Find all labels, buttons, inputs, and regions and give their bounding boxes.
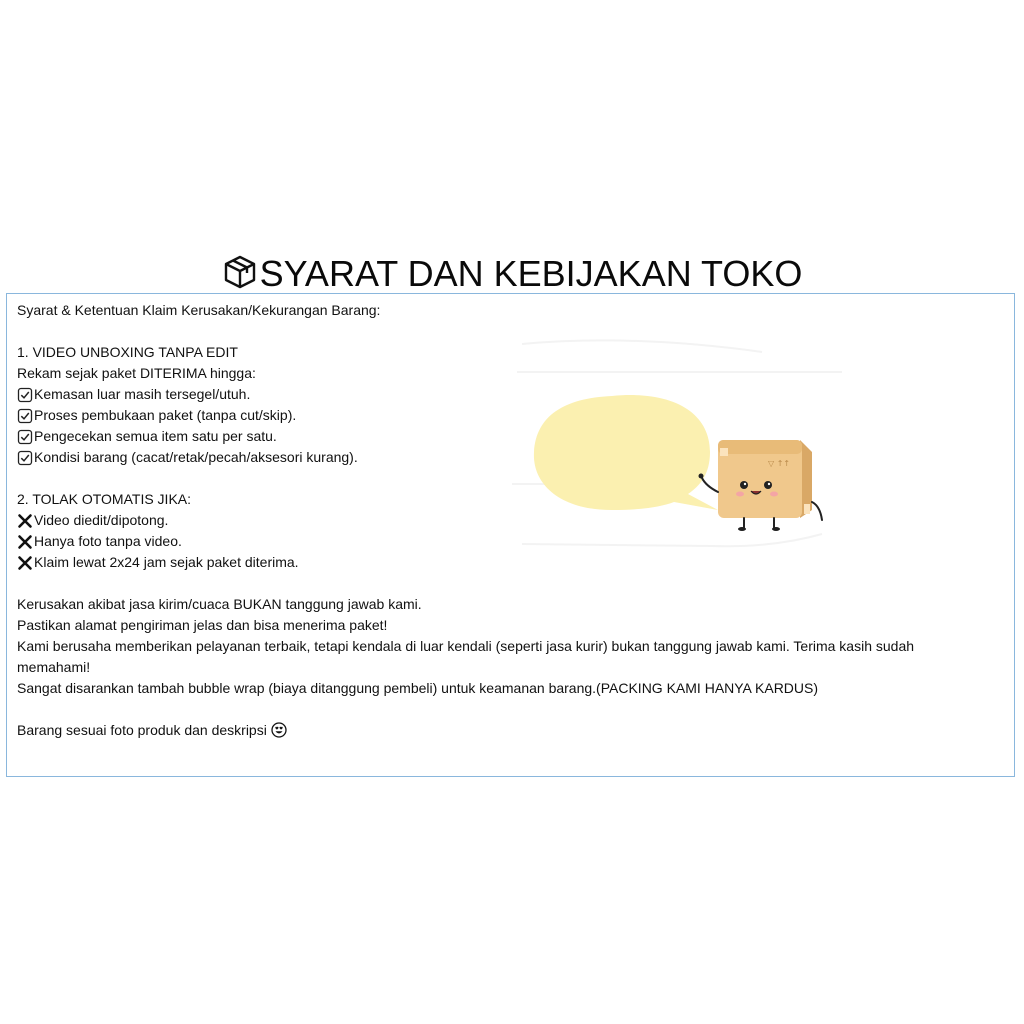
note: Kami berusaha memberikan pelayanan terbaik, tetapi kendala di luar kendali (seperti jasa kurir) bukan tanggung jawab kami. Terima kasih sudah memahami! bbox=[17, 638, 918, 675]
note: Sangat disarankan tambah bubble wrap (biaya ditanggung pembeli) untuk keamanan barang.(PACKING KAMI HANYA KARDUS) bbox=[17, 680, 819, 696]
closing-line bbox=[17, 720, 977, 741]
box-lid bbox=[718, 440, 802, 454]
cross-mark-icon bbox=[17, 513, 33, 529]
list-item-text: Video diedit/dipotong. bbox=[34, 512, 169, 528]
list-item-text: Hanya foto tanpa video. bbox=[34, 533, 182, 549]
page-title-text: SYARAT DAN KEBIJAKAN TOKO bbox=[259, 253, 803, 294]
policy-panel bbox=[6, 293, 1015, 777]
list-item-text: Pengecekan semua item satu per satu. bbox=[34, 428, 277, 444]
list-item-text: Kemasan luar masih tersegel/utuh. bbox=[34, 386, 251, 402]
svg-text:▽ ↑↑: ▽ ↑↑ bbox=[768, 459, 791, 468]
box-cheek-right bbox=[770, 492, 778, 497]
section1-intro: Rekam sejak paket DITERIMA hingga: bbox=[17, 365, 256, 381]
box-mascot-illustration bbox=[512, 334, 852, 564]
box-arm-left bbox=[702, 478, 718, 492]
checkbox-check-icon bbox=[17, 408, 33, 424]
list-item-text: Kondisi barang (cacat/retak/pecah/aksesori kurang). bbox=[34, 449, 358, 465]
closing-text: Barang sesuai foto produk dan deskripsi bbox=[17, 722, 267, 738]
note: Kerusakan akibat jasa kirim/cuaca BUKAN tanggung jawab kami. bbox=[17, 596, 422, 612]
page-title bbox=[0, 252, 1024, 296]
package-box-icon bbox=[222, 254, 258, 290]
list-item-text: Klaim lewat 2x24 jam sejak paket diterima. bbox=[34, 554, 299, 570]
speech-bubble bbox=[534, 395, 718, 510]
cross-mark-icon bbox=[17, 534, 33, 550]
section1-title: 1. VIDEO UNBOXING TANPA EDIT bbox=[17, 344, 238, 360]
cross-mark-icon bbox=[17, 555, 33, 571]
cardboard-box-character bbox=[699, 440, 823, 531]
checkbox-check-icon bbox=[17, 450, 33, 466]
box-arm-right bbox=[812, 502, 822, 520]
box-eye-left bbox=[740, 481, 748, 489]
checkbox-check-icon bbox=[17, 387, 33, 403]
note: Pastikan alamat pengiriman jelas dan bisa menerima paket! bbox=[17, 617, 388, 633]
list-item-text: Proses pembukaan paket (tanpa cut/skip). bbox=[34, 407, 297, 423]
section2-title: 2. TOLAK OTOMATIS JIKA: bbox=[17, 491, 192, 507]
policy-heading: Syarat & Ketentuan Klaim Kerusakan/Kekurangan Barang: bbox=[17, 302, 381, 318]
checkbox-check-icon bbox=[17, 429, 33, 445]
box-eye-right bbox=[764, 481, 772, 489]
heart-eyes-emoji-icon bbox=[271, 722, 287, 738]
box-cheek-left bbox=[736, 492, 744, 497]
